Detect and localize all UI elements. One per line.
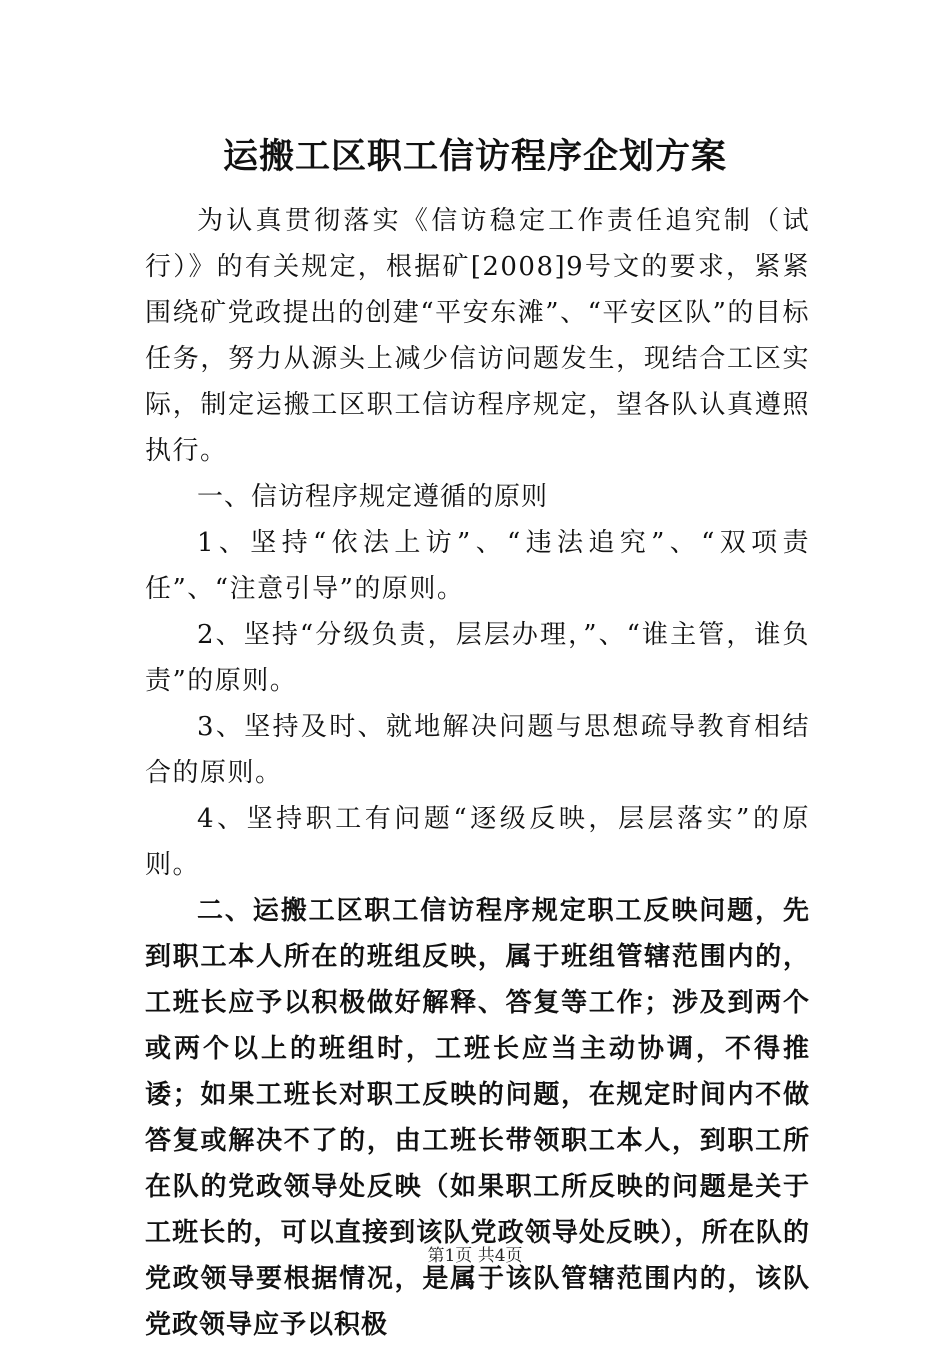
intro-paragraph: 为认真贯彻落实《信访稳定工作责任追究制（试行）》的有关规定，根据矿[2008]9号文的要求，紧紧围绕矿党政提出的创建“平安东滩”、“平安区队”的目标任务，努力从源头上减少信访问题发生，现结合工区实际，制定运搬工区职工信访程序规定，望各队认真遵照执行。 [145,206,810,466]
principle-item-4: 4、坚持职工有问题“逐级反映，层层落实”的原则。 [145,804,810,880]
section-procedure-paragraph: 二、运搬工区职工信访程序规定职工反映问题，先到职工本人所在的班组反映，属于班组管辖范围内的，工班长应予以积极做好解释、答复等工作；涉及到两个或两个以上的班组时，工班长应当主动协调，不得推诿；如果工班长对职工反映的问题，在规定时间内不做答复或解决不了的，由工班长带领职工本人，到职工所在队的党政领导处反映（如果职工所反映的问题是关于工班长的，可以直接到该队党政领导处反映），所在队的党政领导要根据情况，是属于该队管辖范围内的，该队党政领导应予以积极 [145,896,810,1340]
document-body [145,198,810,1348]
page-footer: 第1页 共4页 [427,1246,523,1266]
section-heading-principles: 一、信访程序规定遵循的原则 [197,482,549,512]
principle-item-3: 3、坚持及时、就地解决问题与思想疏导教育相结合的原则。 [145,712,810,788]
principle-item-1: 1、坚持“依法上访”、“违法追究”、“双项责任”、“注意引导”的原则。 [145,528,810,604]
principle-item-2: 2、坚持“分级负责，层层办理，”、“谁主管，谁负责”的原则。 [145,620,810,696]
document-title: 运搬工区职工信访程序企划方案 [222,136,727,177]
